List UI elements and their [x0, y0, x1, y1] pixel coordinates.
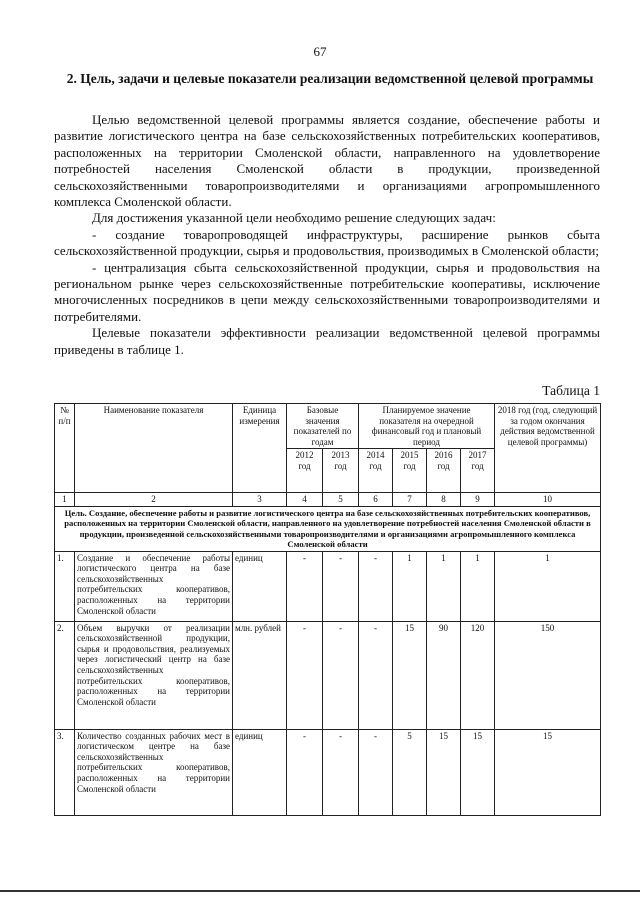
header-num: № п/п	[55, 404, 75, 493]
table-row	[55, 729, 601, 815]
year-2012: 2012 год	[287, 449, 323, 493]
row-value: 15	[393, 621, 427, 729]
col-number: 5	[323, 493, 359, 507]
paragraph-task-1: - создание товаропроводящей инфраструктуры, расширение рынков сбыта сельскохозяйственной продукции, сырья и продовольствия, производимых в Смоленской области;	[54, 226, 600, 259]
col-number: 4	[287, 493, 323, 507]
row-value: -	[359, 621, 393, 729]
header-name: Наименование показателя	[75, 404, 233, 493]
row-value: 1	[461, 551, 495, 621]
paragraph-task-2: - централизация сбыта сельскохозяйственной продукции, сырья и продовольствия на региональном рынке через сельскохозяйственные потребительские кооперативы, исключение многочисленных посредников в цепи между сельскохозяйственными товаропроизводителями и потребителями.	[54, 259, 600, 324]
indicators-table	[54, 403, 601, 816]
row-value: -	[359, 551, 393, 621]
row-value: -	[323, 621, 359, 729]
year-2015: 2015 год	[393, 449, 427, 493]
col-number: 9	[461, 493, 495, 507]
column-numbers-row	[55, 493, 601, 507]
row-value: 1	[495, 551, 601, 621]
row-value: -	[287, 729, 323, 815]
row-value: -	[323, 551, 359, 621]
col-number: 3	[233, 493, 287, 507]
row-value: 15	[427, 729, 461, 815]
row-value: -	[359, 729, 393, 815]
row-unit: единиц	[233, 729, 287, 815]
header-row	[55, 404, 601, 449]
table-row	[55, 551, 601, 621]
row-value: 1	[427, 551, 461, 621]
table-caption: Таблица 1	[542, 383, 600, 398]
row-value: 5	[393, 729, 427, 815]
row-value: -	[323, 729, 359, 815]
header-planned: Планируемое значение показателя на очередной финансовый год и плановый период	[359, 404, 495, 449]
row-value: 90	[427, 621, 461, 729]
row-unit: единиц	[233, 551, 287, 621]
goal-text: Цель. Создание, обеспечение работы и развитие логистического центра на базе сельскохозяйственных потребительских кооперативов, расположенных на территории Смоленской области, направленного на удовлетворение потребностей населения Смоленской области в продукции, произведенной сельскохозяйственными товаропроизводителями и организациями агропромышленного комплекса Смоленской области	[55, 506, 601, 551]
table-row	[55, 621, 601, 729]
paragraph-goal: Целью ведомственной целевой программы является создание, обеспечение работы и развитие логистического центра на базе сельскохозяйственных потребительских кооперативов, расположенных на территории Смоленской области, направленного на удовлетворение потребностей населения Смоленской области в продукции, произведенной сельскохозяйственными товаропроизводителями и организациями агропромышленного комплекса Смоленской области.	[54, 112, 600, 210]
row-name: Количество созданных рабочих мест в логистическом центре на базе сельскохозяйственных потребительских кооперативов, расположенных на территории Смоленской области	[75, 729, 233, 815]
col-number: 6	[359, 493, 393, 507]
row-num: 2.	[55, 621, 75, 729]
year-2017: 2017 год	[461, 449, 495, 493]
row-name: Создание и обеспечение работы логистического центра на базе сельскохозяйственных потребительских кооперативов, расположенных на территории Смоленской области	[75, 551, 233, 621]
row-value: 120	[461, 621, 495, 729]
row-name: Объем выручки от реализации сельскохозяйственной продукции, сырья и продовольствия, реализуемых через логистический центр на базе сельскохозяйственных потребительских кооперативов, расположенных на территории Смоленской области	[75, 621, 233, 729]
paragraph-indicators: Целевые показатели эффективности реализации ведомственной целевой программы приведены в таблице 1.	[54, 325, 600, 357]
row-value: 15	[461, 729, 495, 815]
section-title: 2. Цель, задачи и целевые показатели реализации ведомственной целевой программы	[66, 71, 594, 86]
col-number: 1	[55, 493, 75, 507]
col-number: 2	[75, 493, 233, 507]
row-num: 3.	[55, 729, 75, 815]
year-2013: 2013 год	[323, 449, 359, 493]
header-base: Базовые значения показателей по годам	[287, 404, 359, 449]
row-value: 1	[393, 551, 427, 621]
header-final: 2018 год (год, следующий за годом окончания действия ведомственной целевой программы)	[495, 404, 601, 493]
body-text	[54, 112, 600, 358]
paragraph-tasks-intro: Для достижения указанной цели необходимо решение следующих задач:	[92, 210, 496, 226]
page-number: 67	[313, 44, 327, 59]
col-number: 7	[393, 493, 427, 507]
header-unit: Единица измерения	[233, 404, 287, 493]
row-num: 1.	[55, 551, 75, 621]
year-2014: 2014 год	[359, 449, 393, 493]
row-value: 150	[495, 621, 601, 729]
col-number: 8	[427, 493, 461, 507]
row-unit: млн. рублей	[233, 621, 287, 729]
row-value: -	[287, 621, 323, 729]
row-value: -	[287, 551, 323, 621]
col-number: 10	[495, 493, 601, 507]
page-bottom-rule	[0, 890, 640, 892]
row-value: 15	[495, 729, 601, 815]
goal-row	[55, 506, 601, 551]
year-2016: 2016 год	[427, 449, 461, 493]
